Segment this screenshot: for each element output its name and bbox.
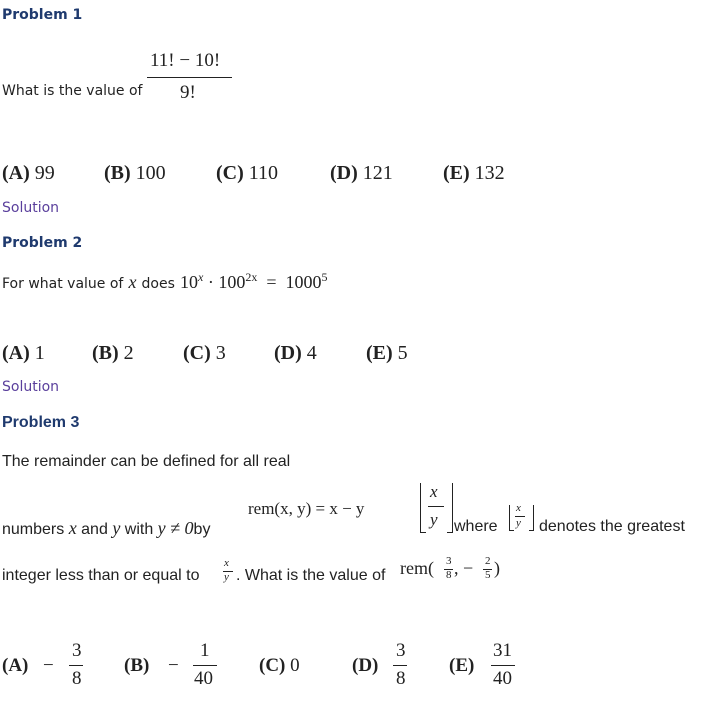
inline-numerator: x [224,557,229,569]
floor-small-denominator: y [516,517,521,529]
floor-left-foot [420,532,426,533]
condition-y-nonzero: y ≠ 0 [157,518,194,538]
problem-3-line-3-start: integer less than or equal to [2,567,200,584]
denotes-text: denotes the greatest [539,518,685,535]
problem-3-line-2-start: numbers x and y with y ≠ 0by [2,518,211,538]
problem-1-heading: Problem 1 [2,7,83,23]
choice-d: (D) 4 [274,342,317,364]
problem-1-question: What is the value of [2,83,143,99]
choice-b: (B) 100 [104,162,166,184]
choice-b: (B) 2 [92,342,134,364]
choice-d: (D) 121 [330,162,393,184]
choice-c: (C) 0 [259,655,300,676]
problem-2-question: For what value of x does $10^x \cdot 100^{2x} = 1000^5$ [2,270,328,292]
choice-c: (C) 3 [183,342,226,364]
remainder-definition: rem(x, y) = x − y [248,499,365,518]
floor-small-left-bar [509,505,510,531]
fraction-denominator: 9! [180,82,196,103]
choice-c: (C) 110 [216,162,279,184]
rem-separator: , − [454,558,474,578]
floor-left-bar [420,483,421,533]
choice-e: (E) 132 [443,162,505,184]
rem-num-1: 3 [446,555,452,567]
problem-2-equation: $10^x \cdot 100^{2x} = 1000^5$ [180,270,328,292]
problem-3-line-3-question: . What is the value of [236,567,386,584]
floor-small-right-foot [529,530,534,531]
fraction-bar [147,77,232,78]
choice-e: (E) 5 [366,342,408,364]
rem-label: rem( [400,558,434,578]
problem-2-heading: Problem 2 [2,235,83,251]
floor-right-foot [447,532,453,533]
floor-small-numerator: x [516,502,521,514]
floor-numerator: x [430,482,438,501]
where-text: where [454,518,498,535]
problem-2-solution-link[interactable]: Solution [2,379,60,395]
inline-denominator: y [224,571,229,583]
choice-a: (A) 99 [2,162,55,184]
rem-den-1: 8 [446,569,452,581]
floor-right-bar [452,483,453,533]
choice-a: (A) 1 [2,342,45,364]
floor-small-right-bar [533,505,534,531]
problem-1-solution-link[interactable]: Solution [2,200,60,216]
fraction-numerator: 11! − 10! [150,50,221,71]
rem-close-paren: ) [494,558,500,578]
problem-3-line-1: The remainder can be defined for all real [2,453,291,470]
floor-small-left-foot [509,530,514,531]
floor-denominator: y [430,510,438,529]
floor-fraction-bar [428,506,444,507]
variable-x: x [128,272,137,292]
rem-num-2: 2 [485,555,491,567]
problem-3-heading: Problem 3 [2,414,80,431]
rem-den-2: 5 [485,569,491,581]
